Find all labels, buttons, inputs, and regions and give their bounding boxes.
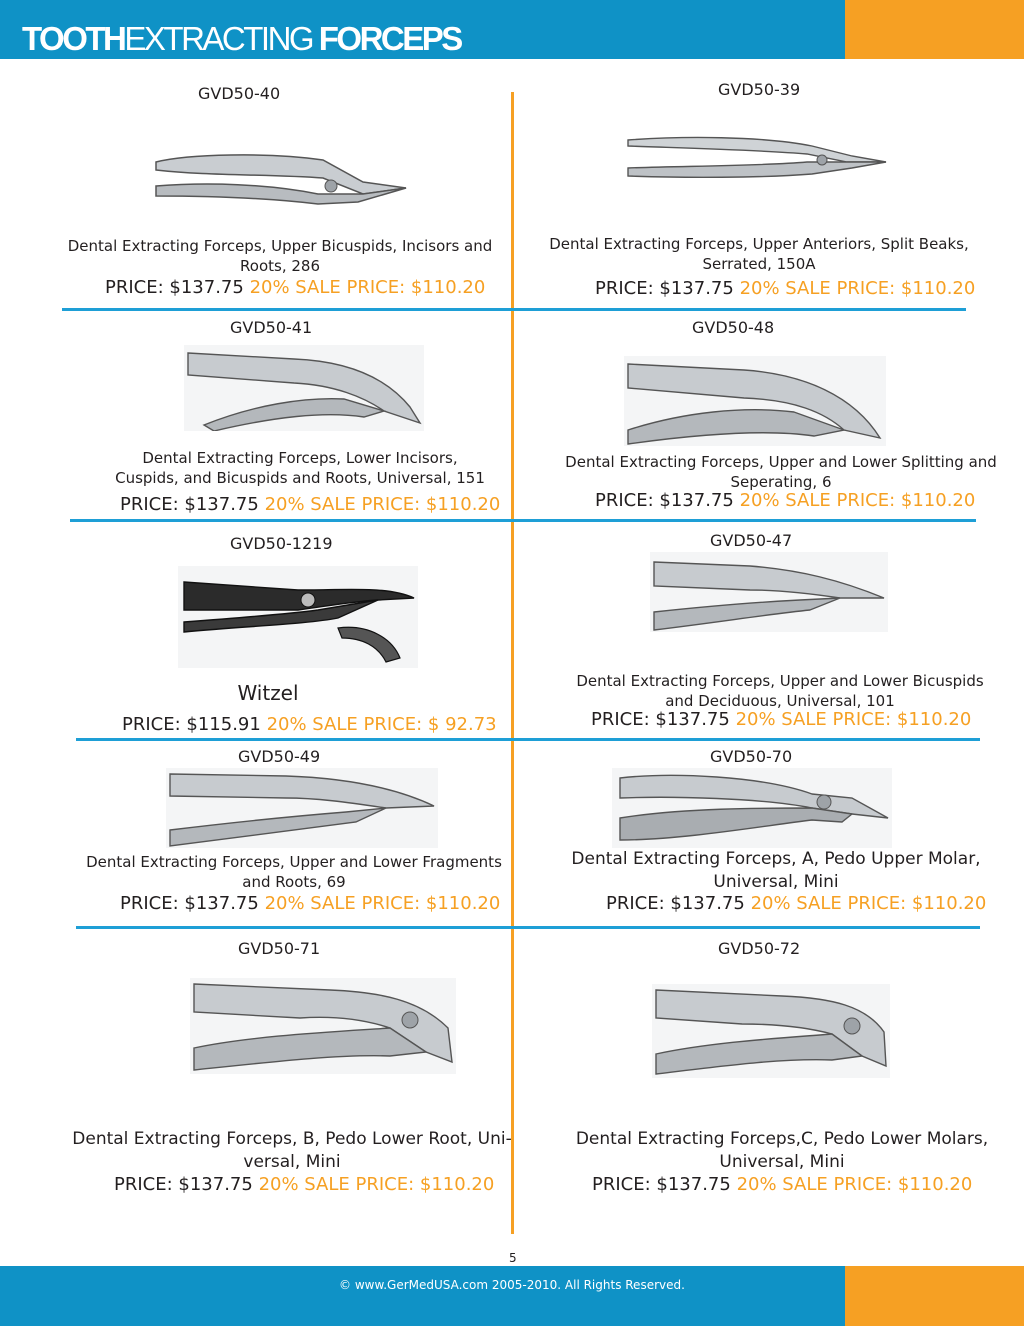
product-price: PRICE: $137.75 20% SALE PRICE: $110.20 [120, 893, 501, 914]
product-description: Dental Extracting Forceps, Upper and Lower Splitting and Seperating, 6 [565, 453, 997, 491]
product-description: Dental Extracting Forceps, B, Pedo Lower Root, Uni- versal, Mini [72, 1129, 512, 1172]
forceps-upper-bicuspids-icon [148, 148, 412, 210]
header-accent [845, 0, 1024, 59]
product-description: Dental Extracting Forceps, Upper Bicuspids, Incisors and Roots, 286 [67, 237, 493, 275]
product-price: PRICE: $137.75 20% SALE PRICE: $110.20 [606, 893, 987, 914]
forceps-lower-incisors-icon [184, 345, 424, 431]
product-price: PRICE: $137.75 20% SALE PRICE: $110.20 [591, 709, 972, 730]
product-code: GVD50-48 [692, 318, 775, 337]
product-code: GVD50-72 [718, 939, 801, 958]
product-price: PRICE: $137.75 20% SALE PRICE: $110.20 [120, 494, 501, 515]
forceps-bicuspids-deciduous-icon [650, 552, 888, 632]
product-price: PRICE: $137.75 20% SALE PRICE: $110.20 [592, 1174, 973, 1195]
product-description: Dental Extracting Forceps, A, Pedo Upper Molar, Universal, Mini [571, 849, 981, 892]
forceps-upper-anteriors-icon [622, 132, 890, 182]
product-price: PRICE: $137.75 20% SALE PRICE: $110.20 [105, 277, 486, 298]
product-description: Dental Extracting Forceps, Upper and Lower Fragments and Roots, 69 [86, 853, 502, 891]
product-description: Witzel [237, 681, 299, 705]
page-number: 5 [509, 1251, 517, 1265]
product-code: GVD50-41 [230, 318, 313, 337]
column-divider [511, 92, 514, 1234]
row-divider [76, 738, 980, 741]
forceps-witzel-icon [178, 566, 418, 668]
forceps-pedo-lower-root-icon [190, 978, 456, 1074]
forceps-pedo-upper-molar-icon [612, 768, 892, 848]
product-price: PRICE: $115.91 20% SALE PRICE: $ 92.73 [122, 714, 497, 735]
product-description: Dental Extracting Forceps,C, Pedo Lower Molars, Universal, Mini [575, 1129, 989, 1172]
page-title: TOOTHEXTRACTING FORCEPS [22, 20, 461, 57]
forceps-splitting-icon [624, 356, 886, 446]
footer-bar [0, 1266, 845, 1326]
product-code: GVD50-47 [710, 531, 793, 550]
forceps-pedo-lower-molars-icon [652, 984, 890, 1078]
product-code: GVD50-1219 [230, 534, 333, 553]
forceps-fragments-icon [166, 768, 438, 848]
product-description: Dental Extracting Forceps, Upper and Lower Bicuspids and Deciduous, Universal, 101 [576, 672, 984, 710]
footer-accent [845, 1266, 1024, 1326]
product-price: PRICE: $137.75 20% SALE PRICE: $110.20 [595, 490, 976, 511]
product-price: PRICE: $137.75 20% SALE PRICE: $110.20 [114, 1174, 495, 1195]
row-divider [62, 308, 966, 311]
product-description: Dental Extracting Forceps, Upper Anteriors, Split Beaks, Serrated, 150A [549, 235, 969, 273]
product-code: GVD50-39 [718, 80, 801, 99]
product-description: Dental Extracting Forceps, Lower Incisors, Cuspids, and Bicuspids and Roots, Universal, 151 [115, 449, 485, 487]
product-code: GVD50-40 [198, 84, 281, 103]
product-code: GVD50-70 [710, 747, 793, 766]
row-divider [76, 926, 980, 929]
product-price: PRICE: $137.75 20% SALE PRICE: $110.20 [595, 278, 976, 299]
row-divider [70, 519, 976, 522]
product-code: GVD50-71 [238, 939, 321, 958]
copyright-text: © www.GerMedUSA.com 2005-2010. All Rights Reserved. [339, 1278, 685, 1292]
product-code: GVD50-49 [238, 747, 321, 766]
